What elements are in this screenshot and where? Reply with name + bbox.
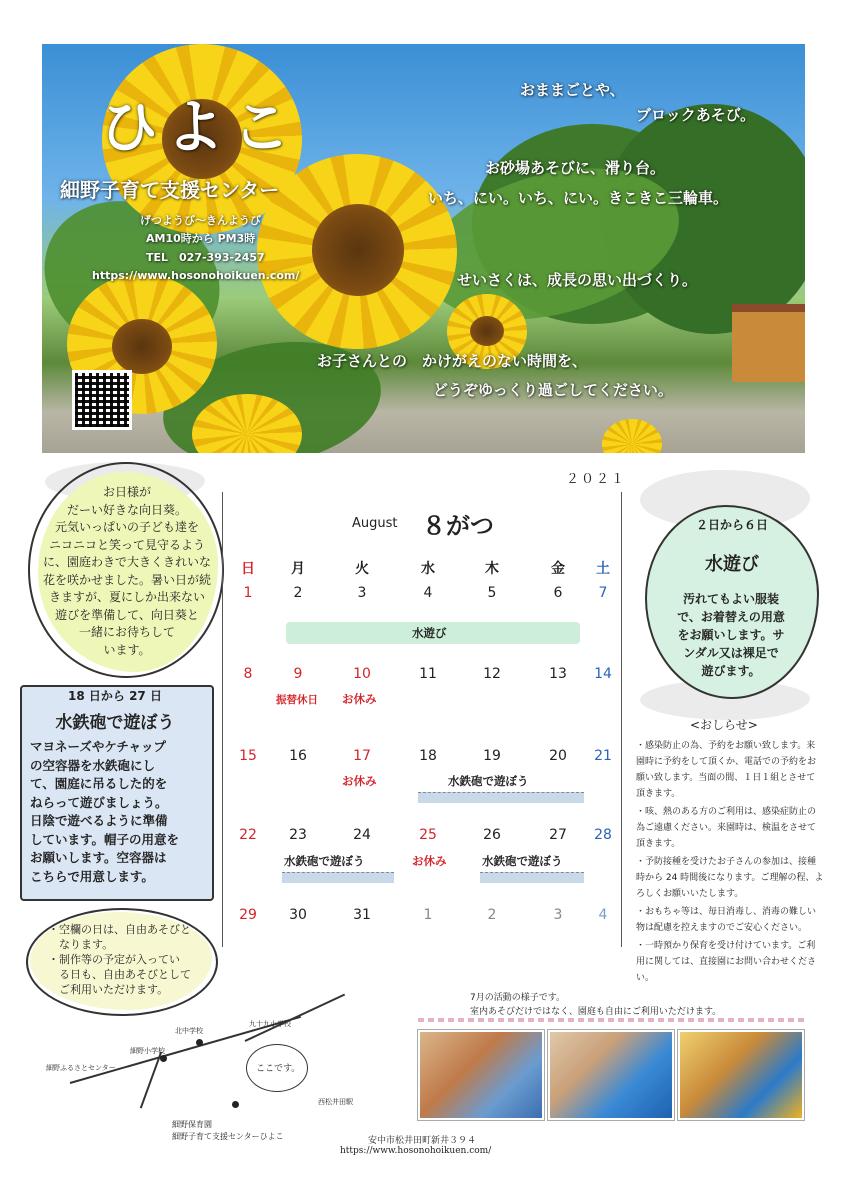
day-cell: 10 [353,666,371,682]
hero-line-1: おままごとや、 [520,81,625,99]
day-cell: 18 [419,748,437,764]
map-road [245,994,346,1042]
hero-line-7: どうぞゆっくり過ごしてください。 [433,381,673,399]
weekday-wed: 水 [421,561,435,577]
month-english: August [352,516,398,531]
weekday-sat: 土 [596,561,610,577]
tel: TEL 027-393-2457 [146,251,265,264]
day-cell: 1 [243,585,253,601]
weekday-tue: 火 [355,561,369,577]
water-gun-highlight [480,872,584,883]
weekday-thu: 木 [485,561,499,577]
activity-line-1: 7月の活動の様子です。 [470,993,566,1003]
map-here: ここです。 [256,1064,301,1074]
event-closed: お休み [412,854,447,868]
notice-item: ・感染防止の為、予約をお願い致します。来園時に予約をして頂くか、電話での予約をお願い致します。当面の間、１日１組とさせて頂きます。 [636,741,817,799]
event-water-gun: 水鉄砲で遊ぼう [448,774,529,788]
map-marker [196,1039,203,1046]
event-water-play: 水遊び [412,626,447,640]
map-support-center: 細野子育て支援センターひよこ [172,1132,284,1141]
day-cell: 1 [423,907,433,923]
day-cell: 11 [419,666,437,682]
map-marker [232,1101,239,1108]
notice-item: ・一時預かり保育を受け付けています。ご利用に関しては、直接園にお問い合わせください。 [636,941,817,983]
water-gun-text: マヨネーズやケチャップ の空容器を水鉄砲にし て、園庭に吊るした的を ねらって遊びましょう。 日陰で遊べるように準備 しています。帽子の用意を お願いします。空容器は こちらで用意します。 [30,739,180,884]
calendar-year: ２０２１ [566,472,627,487]
free-note: ・空欄の日は、自由あそびと なります。 ・制作等の予定が入ってい る日も、自由あそびとして ご利用いただけます。 [48,923,191,996]
event-holiday: 振替休日 [276,694,318,706]
month-japanese: ８がつ [422,512,494,540]
water-play-dates: ２日から６日 [695,518,768,532]
map-school2: 北中学校 [175,1027,203,1035]
event-closed: お休み [342,692,377,706]
map-school3: 細野小学校 [130,1047,165,1055]
day-cell: 24 [353,827,371,843]
weekday-sun: 日 [241,561,255,577]
day-cell: 2 [487,907,497,923]
day-cell: 17 [353,748,371,764]
notice-heading: <おしらせ> [690,718,758,732]
water-gun-title: 水鉄砲で遊ぼう [55,713,175,733]
page-title: ひよこ [100,93,299,161]
map-center: 細野ふるさとセンター [46,1064,116,1072]
notice-item: ・予防接種を受けたお子さんの参加は、接種時から 24 時間後になります。ご理解の程、よろしくお願いいたします。 [636,857,824,899]
day-cell: 30 [289,907,307,923]
day-cell: 2 [293,585,303,601]
day-cell: 19 [483,748,501,764]
footer-address: 安中市松井田町新井３９４ [368,1136,477,1146]
day-cell: 8 [243,666,253,682]
day-cell: 25 [419,827,437,843]
water-play-text: 汚れてもよい服装 で、お着替えの用意 をお願いします。サ ンダル又は裸足で 遊びます。 [677,592,785,678]
day-cell: 3 [357,585,367,601]
hero-line-4: いち、にい。いち、にい。きこきこ三輪車。 [428,189,729,207]
hours-time: AM10時から PM3時 [146,232,256,245]
hero-line-3: お砂場あそびに、滑り台。 [485,159,666,177]
day-cell: 4 [423,585,433,601]
website-url[interactable]: https://www.hosonohoikuen.com/ [92,269,300,282]
day-cell: 31 [353,907,371,923]
day-cell: 20 [549,748,567,764]
activity-photo-2 [548,1030,674,1120]
water-gun-dates: 18 日から 27 日 [68,689,162,703]
day-cell: 28 [594,827,612,843]
qr-code[interactable] [72,370,132,430]
weekday-fri: 金 [551,561,565,577]
event-water-gun: 水鉄砲で遊ぼう [482,854,563,868]
day-cell: 21 [594,748,612,764]
day-cell: 13 [549,666,567,682]
day-cell: 3 [553,907,563,923]
day-cell: 16 [289,748,307,764]
notice-item: ・咳、熱のある方のご利用は、感染症防止の為ご遠慮ください。来園時は、検温をさせて頂きます。 [636,807,817,849]
day-cell: 4 [598,907,608,923]
water-gun-highlight [418,792,584,803]
footer-url[interactable]: https://www.hosonohoikuen.com/ [340,1146,492,1156]
notice-list [636,738,824,988]
day-cell: 29 [239,907,257,923]
day-cell: 27 [549,827,567,843]
day-cell: 22 [239,827,257,843]
activity-line-2: 室内あそびだけではなく、園庭も自由にご利用いただけます。 [470,1007,722,1017]
day-cell: 7 [598,585,608,601]
event-closed: お休み [342,774,377,788]
water-gun-highlight [282,872,394,883]
notice-item: ・おもちゃ等は、毎日消毒し、消毒の難しい物は配慮を控えますのでご安心ください。 [636,907,817,933]
hero-line-5: せいさくは、成長の思い出づくり。 [457,271,698,289]
activity-photo-3 [678,1030,804,1120]
day-cell: 15 [239,748,257,764]
day-cell: 14 [594,666,612,682]
map-station: 西松井田駅 [318,1098,353,1106]
hero-line-6: お子さんとの かけがえのない時間を、 [317,352,588,370]
map-nursery: 細野保育園 [172,1120,212,1129]
center-name: 細野子育て支援センター [60,178,280,202]
hero-line-2: ブロックあそび。 [636,106,756,124]
day-cell: 26 [483,827,501,843]
map-marker [160,1055,167,1062]
map-school1: 九十九小学校 [249,1020,291,1028]
water-play-title: 水遊び [705,554,759,575]
day-cell: 5 [487,585,497,601]
event-water-gun: 水鉄砲で遊ぼう [284,854,365,868]
day-cell: 9 [293,666,303,682]
weekday-mon: 月 [291,561,305,577]
decor-border [418,1018,808,1022]
sunflower-note: お日様が だーい好きな向日葵。 元気いっぱいの子ども達を ニコニコと笑って見守るよう に、園庭わきで大きくきれいな 花を咲かせました。暑い日が続 きますが、夏にしか出来ない 遊びを準備して、向日葵と 一緒にお待ちして います。 [42,485,211,657]
hours-days: げつようび～きんようび [140,214,261,227]
day-cell: 23 [289,827,307,843]
activity-photo-1 [418,1030,544,1120]
day-cell: 6 [553,585,563,601]
day-cell: 12 [483,666,501,682]
